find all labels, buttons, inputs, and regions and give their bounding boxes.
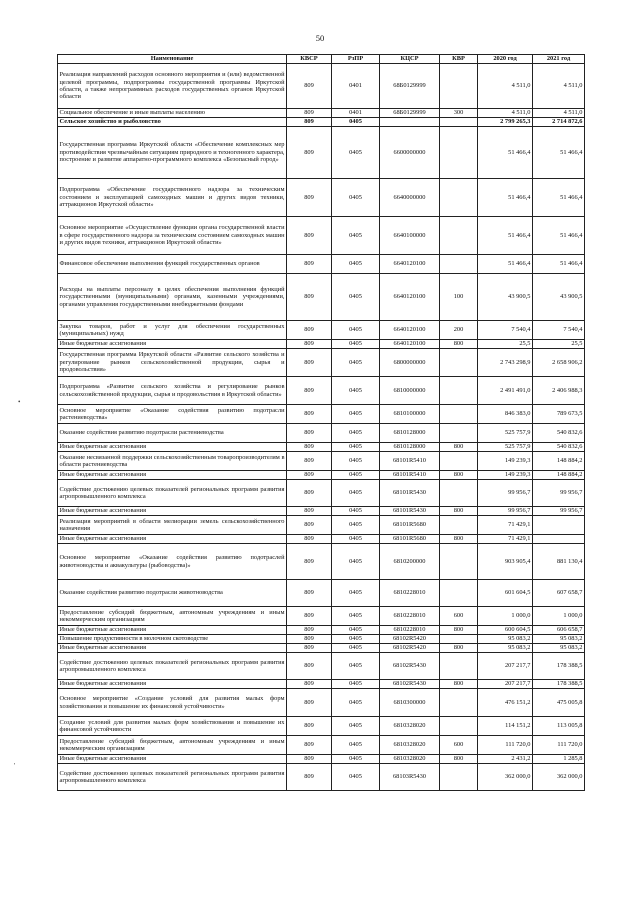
cell-name: Повышение продуктивности в молочном скотоводстве [58,635,287,644]
cell-name: Создание условий для развития малых форм хозяйствования и повышение их финансовой устойчивости [58,717,287,736]
cell-kcsr: 6640120100 [380,340,440,349]
cell-rzpr: 0405 [332,736,380,755]
cell-kvsr: 809 [287,764,332,791]
table-row [58,607,585,626]
cell-kvsr: 809 [287,340,332,349]
cell-rzpr: 0405 [332,689,380,717]
cell-year-2021: 95 083,2 [533,644,585,653]
cell-rzpr: 0405 [332,340,380,349]
table-body [58,64,585,791]
cell-kvr: 100 [440,274,478,321]
cell-kcsr: 6640120100 [380,321,440,340]
cell-year-2020: 525 757,9 [478,424,533,443]
table-row [58,516,585,535]
cell-year-2020: 71 429,1 [478,535,533,544]
table-row [58,535,585,544]
cell-rzpr: 0405 [332,377,380,405]
cell-name: Сельское хозяйство и рыболовство [58,118,287,127]
cell-name: Иные бюджетные ассигнования [58,680,287,689]
cell-name: Подпрограмма «Развитие сельского хозяйства и регулирование рынков сельскохозяйственной продукции, сырья и продовольствия в Иркутской области» [58,377,287,405]
cell-kvsr: 809 [287,755,332,764]
cell-rzpr: 0405 [332,544,380,580]
cell-kvsr: 809 [287,516,332,535]
table-row [58,764,585,791]
cell-name: Финансовое обеспечение выполнения функций государственных органов [58,255,287,274]
cell-kvr: 800 [440,680,478,689]
cell-year-2021: 99 956,7 [533,507,585,516]
cell-kcsr: 6810328020 [380,717,440,736]
scan-mark: ' [14,762,16,770]
cell-rzpr: 0405 [332,118,380,127]
header-kvr: КВР [440,55,478,64]
cell-rzpr: 0405 [332,507,380,516]
cell-year-2020: 207 217,7 [478,680,533,689]
cell-year-2020: 99 956,7 [478,507,533,516]
cell-year-2021: 789 673,5 [533,405,585,424]
cell-year-2021: 25,5 [533,340,585,349]
cell-year-2021: 1 000,0 [533,607,585,626]
cell-kcsr: 6810000000 [380,377,440,405]
cell-name: Основное мероприятие «Осуществление функции органа государственной власти в сфере государственного надзора за техническим состоянием самоходных машин и других видов техники, аттракционов Иркутской области» [58,217,287,255]
cell-kvr [440,405,478,424]
cell-year-2020: 111 720,0 [478,736,533,755]
cell-year-2021: 148 884,2 [533,471,585,480]
cell-kvsr: 809 [287,580,332,607]
cell-kvr [440,580,478,607]
cell-year-2021: 51 466,4 [533,255,585,274]
cell-name: Социальное обеспечение и иные выплаты населению [58,109,287,118]
cell-year-2021: 148 884,2 [533,452,585,471]
cell-name: Иные бюджетные ассигнования [58,755,287,764]
cell-name: Содействие достижению целевых показателей региональных программ развития агропромышленного комплекса [58,764,287,791]
cell-kvsr: 809 [287,689,332,717]
cell-kvr [440,452,478,471]
cell-year-2021: 2 658 906,2 [533,349,585,377]
cell-kcsr: 68101R5410 [380,452,440,471]
cell-rzpr: 0405 [332,580,380,607]
cell-name: Реализация направлений расходов основного мероприятия и (или) ведомственной целевой программы, подпрограммы государственной программы Иркутской области, а также непрограммных расходов государственных органов Иркутской области [58,64,287,109]
cell-name: Иные бюджетные ассигнования [58,443,287,452]
cell-year-2021: 111 720,0 [533,736,585,755]
cell-year-2021: 475 005,8 [533,689,585,717]
cell-rzpr: 0405 [332,680,380,689]
cell-kvsr: 809 [287,217,332,255]
cell-kvr [440,480,478,507]
cell-kvr: 600 [440,607,478,626]
cell-kcsr: 68103R5430 [380,764,440,791]
table-row [58,680,585,689]
cell-year-2020: 4 511,0 [478,64,533,109]
header-name: Наименование [58,55,287,64]
cell-year-2021: 4 511,0 [533,109,585,118]
cell-year-2020: 600 604,5 [478,626,533,635]
table-row [58,179,585,217]
cell-kcsr: 68101R5680 [380,535,440,544]
cell-year-2020: 4 511,0 [478,109,533,118]
cell-year-2020: 25,5 [478,340,533,349]
header-rzpr: РзПР [332,55,380,64]
cell-kvr [440,764,478,791]
cell-kvsr: 809 [287,127,332,179]
cell-kvr [440,127,478,179]
cell-year-2021: 881 130,4 [533,544,585,580]
cell-name: Иные бюджетные ассигнования [58,340,287,349]
cell-name: Основное мероприятие «Оказание содействия развитию подотрасли растениеводства» [58,405,287,424]
cell-kvsr: 809 [287,635,332,644]
cell-kvr [440,217,478,255]
cell-rzpr: 0405 [332,471,380,480]
table-row [58,377,585,405]
header-year-2021: 2021 год [533,55,585,64]
header-kvsr: КВСР [287,55,332,64]
cell-kcsr: 6640000000 [380,179,440,217]
table-header-row [58,55,585,64]
cell-year-2021 [533,516,585,535]
cell-kvr [440,653,478,680]
cell-year-2020: 1 000,0 [478,607,533,626]
cell-rzpr: 0405 [332,321,380,340]
table-row [58,471,585,480]
cell-rzpr: 0401 [332,109,380,118]
cell-kcsr: 6810128000 [380,443,440,452]
cell-name: Иные бюджетные ассигнования [58,507,287,516]
cell-name: Подпрограмма «Обеспечение государственного надзора за техническим состоянием и эксплуатацией самоходных машин и других видов техники, аттракционов Иркутской области» [58,179,287,217]
cell-name: Предоставление субсидий бюджетным, автономным учреждениям и иным некоммерческим организациям [58,607,287,626]
cell-year-2021: 51 466,4 [533,217,585,255]
cell-year-2020: 2 431,2 [478,755,533,764]
cell-kcsr: 6600000000 [380,127,440,179]
cell-year-2020: 2 491 491,0 [478,377,533,405]
cell-kcsr: 68101R5680 [380,516,440,535]
cell-name: Иные бюджетные ассигнования [58,535,287,544]
table-row [58,443,585,452]
cell-kcsr: 68Б0129999 [380,64,440,109]
cell-rzpr: 0405 [332,480,380,507]
cell-kvsr: 809 [287,179,332,217]
cell-kcsr: 68102R5420 [380,644,440,653]
cell-kcsr: 6810100000 [380,405,440,424]
table-row [58,217,585,255]
cell-kvr [440,179,478,217]
cell-name: Оказание содействия развитию подотрасли растениеводства [58,424,287,443]
cell-year-2020: 95 083,2 [478,644,533,653]
cell-kvr [440,64,478,109]
cell-name: Государственная программа Иркутской области «Развитие сельского хозяйства и регулирование рынков сельскохозяйственной продукции, сырья и продовольствия» [58,349,287,377]
cell-year-2021: 43 900,5 [533,274,585,321]
cell-kvsr: 809 [287,717,332,736]
cell-kvr [440,689,478,717]
cell-kvr [440,424,478,443]
cell-kcsr: 6810228010 [380,607,440,626]
cell-kcsr: 68101R5410 [380,471,440,480]
cell-name: Расходы на выплаты персоналу в целях обеспечения выполнения функций государственными (муниципальными) органами, казенными учреждениями, органами управления государственными внебюджетными фондами [58,274,287,321]
cell-kvsr: 809 [287,109,332,118]
cell-year-2020: 43 900,5 [478,274,533,321]
table-row [58,644,585,653]
cell-year-2021: 606 658,7 [533,626,585,635]
cell-kvr: 800 [440,507,478,516]
cell-kvr [440,349,478,377]
table-row [58,544,585,580]
cell-kcsr: 68102R5430 [380,653,440,680]
cell-kvsr: 809 [287,535,332,544]
cell-name: Иные бюджетные ассигнования [58,471,287,480]
cell-kvsr: 809 [287,480,332,507]
cell-kvsr: 809 [287,736,332,755]
cell-name: Оказание содействия развитию подотрасли животноводства [58,580,287,607]
cell-rzpr: 0405 [332,274,380,321]
cell-kvr: 800 [440,340,478,349]
cell-kvsr: 809 [287,544,332,580]
cell-year-2021: 4 511,0 [533,64,585,109]
cell-kcsr: 6800000000 [380,349,440,377]
table-row [58,736,585,755]
table-row [58,755,585,764]
cell-kcsr: 6810228010 [380,580,440,607]
cell-kcsr: 68Б0129999 [380,109,440,118]
cell-kcsr: 6640100000 [380,217,440,255]
cell-kvsr: 809 [287,507,332,516]
cell-kcsr: 6810300000 [380,689,440,717]
cell-kcsr: 6810328020 [380,736,440,755]
cell-kvr: 300 [440,109,478,118]
cell-kcsr: 6810328020 [380,755,440,764]
cell-year-2020: 149 239,3 [478,471,533,480]
cell-kvr [440,118,478,127]
cell-kvsr: 809 [287,349,332,377]
cell-kvr [440,516,478,535]
cell-kvr: 800 [440,644,478,653]
cell-kcsr: 68102R5430 [380,680,440,689]
cell-kcsr: 68102R5420 [380,635,440,644]
cell-rzpr: 0405 [332,452,380,471]
cell-rzpr: 0405 [332,755,380,764]
table-row [58,717,585,736]
cell-rzpr: 0405 [332,535,380,544]
cell-rzpr: 0405 [332,405,380,424]
cell-kcsr: 6810200000 [380,544,440,580]
cell-kvsr: 809 [287,118,332,127]
cell-kvsr: 809 [287,607,332,626]
header-year-2020: 2020 год [478,55,533,64]
table-row [58,405,585,424]
table-row [58,118,585,127]
cell-year-2020: 7 540,4 [478,321,533,340]
cell-name: Предоставление субсидий бюджетным, автономным учреждениям и иным некоммерческим организациям [58,736,287,755]
cell-kvr: 200 [440,321,478,340]
cell-year-2020: 95 083,2 [478,635,533,644]
cell-rzpr: 0405 [332,516,380,535]
cell-year-2021: 51 466,4 [533,127,585,179]
cell-kcsr: 68101R5430 [380,507,440,516]
cell-rzpr: 0405 [332,717,380,736]
cell-name: Закупка товаров, работ и услуг для обеспечения государственных (муниципальных) нужд [58,321,287,340]
cell-kvr: 800 [440,626,478,635]
cell-kcsr: 6640120100 [380,274,440,321]
cell-rzpr: 0405 [332,443,380,452]
table-row [58,127,585,179]
cell-name: Иные бюджетные ассигнования [58,626,287,635]
cell-kcsr: 68101R5430 [380,480,440,507]
cell-rzpr: 0405 [332,626,380,635]
table-row [58,689,585,717]
cell-year-2021: 540 832,6 [533,443,585,452]
cell-kvsr: 809 [287,452,332,471]
cell-kvsr: 809 [287,321,332,340]
table-row [58,109,585,118]
cell-year-2021: 362 000,0 [533,764,585,791]
cell-name: Содействие достижению целевых показателей региональных программ развития агропромышленного комплекса [58,653,287,680]
cell-kvr [440,717,478,736]
cell-year-2020: 51 466,4 [478,179,533,217]
cell-name: Основное мероприятие «Оказание содействия развитию подотраслей животноводства и аквакультуры (рыбоводства)» [58,544,287,580]
cell-year-2021: 2 714 872,6 [533,118,585,127]
table-row [58,580,585,607]
cell-kvr [440,544,478,580]
cell-kvr [440,635,478,644]
table-row [58,274,585,321]
cell-kvr [440,377,478,405]
cell-year-2021: 178 388,5 [533,653,585,680]
cell-year-2021: 2 406 988,3 [533,377,585,405]
cell-kvsr: 809 [287,626,332,635]
cell-year-2021: 540 832,6 [533,424,585,443]
cell-kcsr: 6640120100 [380,255,440,274]
cell-year-2020: 51 466,4 [478,255,533,274]
cell-year-2020: 99 956,7 [478,480,533,507]
table-row [58,255,585,274]
table-row [58,507,585,516]
table-row [58,64,585,109]
cell-kvsr: 809 [287,274,332,321]
cell-kvr: 800 [440,535,478,544]
cell-year-2020: 2 743 298,9 [478,349,533,377]
cell-name: Оказание несвязанной поддержки сельскохозяйственным товаропроизводителям в области растениеводства [58,452,287,471]
table-row [58,480,585,507]
cell-kcsr: 6810228010 [380,626,440,635]
cell-kvr: 600 [440,736,478,755]
cell-year-2021 [533,535,585,544]
cell-year-2020: 51 466,4 [478,127,533,179]
cell-year-2021: 7 540,4 [533,321,585,340]
header-kcsr: КЦСР [380,55,440,64]
cell-rzpr: 0405 [332,179,380,217]
budget-table [57,54,585,791]
cell-name: Иные бюджетные ассигнования [58,644,287,653]
table-row [58,626,585,635]
cell-kvr: 800 [440,471,478,480]
page-number: 50 [315,33,325,43]
cell-year-2020: 476 151,2 [478,689,533,717]
cell-rzpr: 0405 [332,644,380,653]
cell-rzpr: 0405 [332,424,380,443]
cell-year-2020: 207 217,7 [478,653,533,680]
cell-rzpr: 0405 [332,607,380,626]
cell-kvr: 800 [440,443,478,452]
table-row [58,424,585,443]
cell-kvr: 800 [440,755,478,764]
cell-year-2020: 2 799 265,3 [478,118,533,127]
cell-kvsr: 809 [287,377,332,405]
cell-kvsr: 809 [287,405,332,424]
cell-kvr [440,255,478,274]
cell-kvsr: 809 [287,255,332,274]
cell-kvsr: 809 [287,424,332,443]
cell-kvsr: 809 [287,644,332,653]
table-row [58,321,585,340]
cell-year-2020: 114 151,2 [478,717,533,736]
table-row [58,452,585,471]
cell-year-2021: 1 285,8 [533,755,585,764]
cell-year-2020: 149 239,3 [478,452,533,471]
cell-rzpr: 0405 [332,635,380,644]
cell-name: Реализация мероприятий в области мелиорации земель сельскохозяйственного назначения [58,516,287,535]
cell-year-2021: 95 083,2 [533,635,585,644]
cell-year-2020: 601 604,5 [478,580,533,607]
cell-kvsr: 809 [287,471,332,480]
cell-name: Содействие достижению целевых показателей региональных программ развития агропромышленного комплекса [58,480,287,507]
cell-year-2021: 99 956,7 [533,480,585,507]
cell-year-2020: 51 466,4 [478,217,533,255]
table-row [58,340,585,349]
cell-kvsr: 809 [287,653,332,680]
cell-year-2020: 71 429,1 [478,516,533,535]
cell-year-2020: 903 905,4 [478,544,533,580]
cell-year-2021: 51 466,4 [533,179,585,217]
table-row [58,653,585,680]
scan-mark: • [18,398,21,406]
cell-kcsr: 6810128000 [380,424,440,443]
cell-name: Государственная программа Иркутской области «Обеспечение комплексных мер противодействия чрезвычайным ситуациям природного и техногенного характера, построение и развитие аппаратно-программного комплекса «Безопасный город» [58,127,287,179]
cell-rzpr: 0405 [332,127,380,179]
cell-rzpr: 0405 [332,653,380,680]
cell-kcsr [380,118,440,127]
cell-kvsr: 809 [287,443,332,452]
cell-rzpr: 0405 [332,349,380,377]
cell-kvsr: 809 [287,680,332,689]
table-row [58,635,585,644]
cell-kvsr: 809 [287,64,332,109]
cell-rzpr: 0405 [332,217,380,255]
table-row [58,349,585,377]
cell-year-2021: 178 388,5 [533,680,585,689]
cell-year-2020: 362 000,0 [478,764,533,791]
cell-name: Основное мероприятие «Создание условий для развития малых форм хозяйствования и повышение их финансовой устойчивости» [58,689,287,717]
cell-year-2020: 846 383,0 [478,405,533,424]
cell-rzpr: 0405 [332,764,380,791]
cell-rzpr: 0405 [332,255,380,274]
cell-rzpr: 0401 [332,64,380,109]
cell-year-2021: 113 005,8 [533,717,585,736]
cell-year-2020: 525 757,9 [478,443,533,452]
cell-year-2021: 607 658,7 [533,580,585,607]
